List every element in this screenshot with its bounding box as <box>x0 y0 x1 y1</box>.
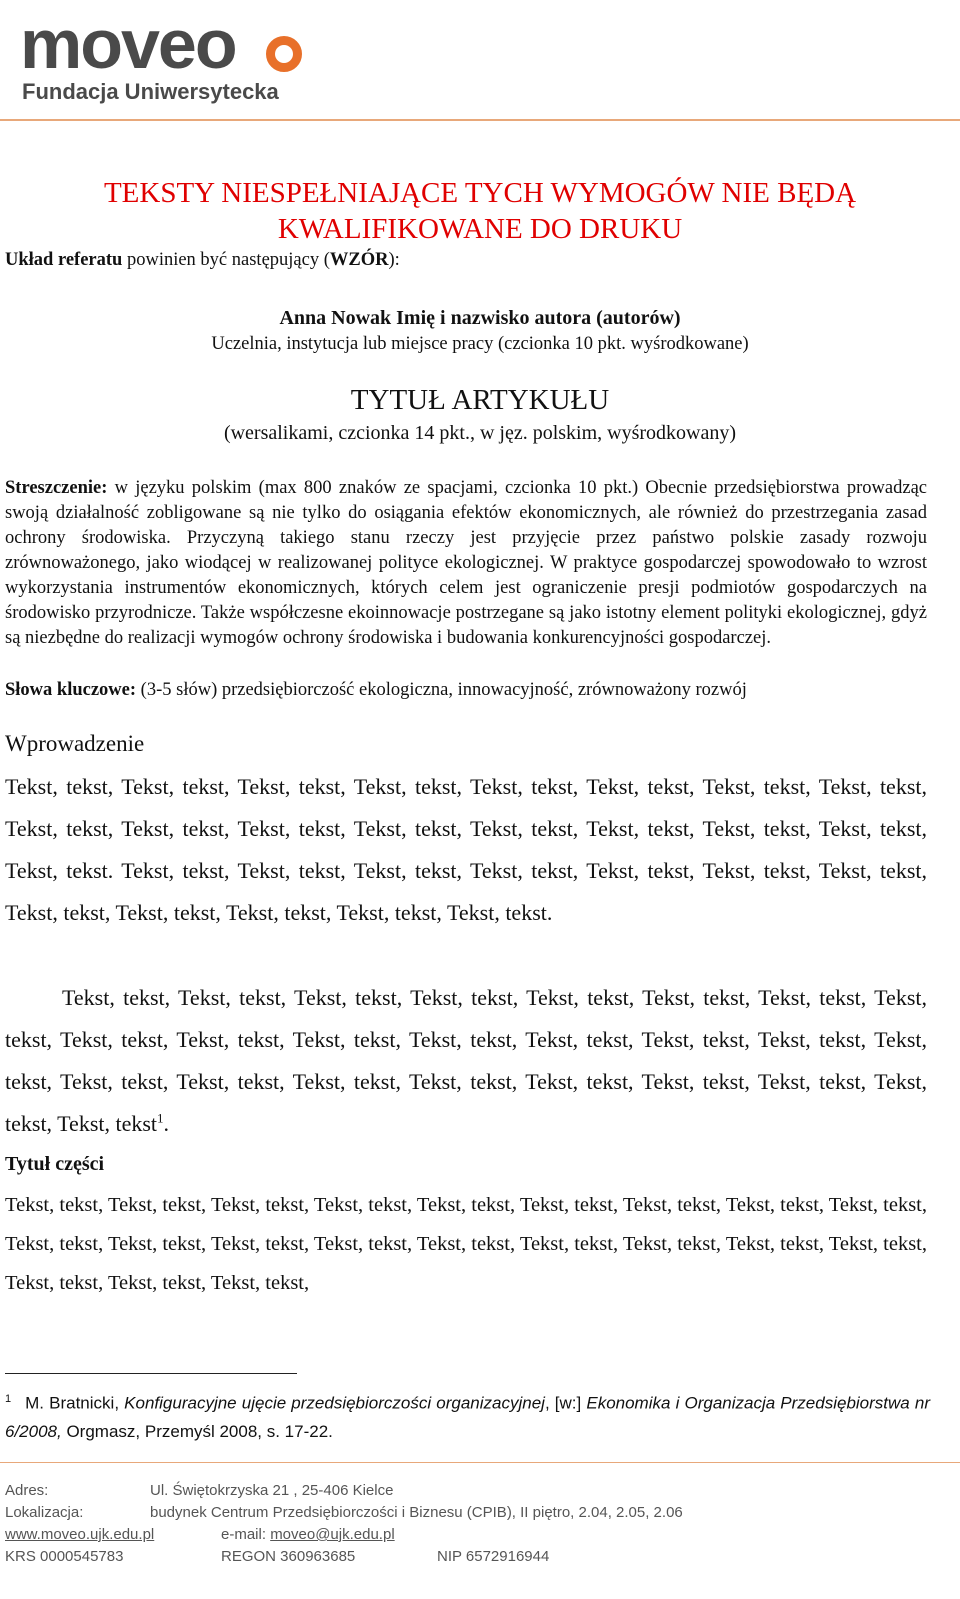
logo-accent-ring <box>266 36 302 72</box>
keywords <box>5 678 927 703</box>
intro-paragraph-1: Tekst, tekst, Tekst, tekst, Tekst, tekst, Tekst, tekst, Tekst, tekst, Tekst, tekst, Tekst, tekst, Tekst, tekst, Tekst, tekst, Tekst, tekst, Tekst, tekst, Tekst, tekst, Tekst, tekst, Tekst, tekst, Tekst, tekst, Tekst, tekst, Tekst, tekst. Tekst, tekst, Tekst, tekst, Tekst, tekst, Tekst, tekst, Tekst, tekst, Tekst, tekst, Tekst, tekst, Tekst, tekst, Tekst, tekst, Tekst, tekst, Tekst, tekst, Tekst, tekst. <box>5 774 927 925</box>
intro-bold: Układ referatu <box>5 250 123 270</box>
header-divider <box>0 119 960 121</box>
intro-paragraph-2-text: Tekst, tekst, Tekst, tekst, Tekst, tekst, Tekst, tekst, Tekst, tekst, Tekst, tekst, Tekst, tekst, Tekst, tekst, Tekst, tekst, Tekst, tekst, Tekst, tekst, Tekst, tekst, Tekst, tekst, Tekst, tekst, Tekst, tekst, Tekst, tekst, Tekst, tekst, Tekst, tekst, Tekst, tekst, Tekst, tekst, Tekst, tekst, Tekst, tekst, Tekst, tekst, Tekst, tekst, Tekst, tekst <box>5 985 927 1136</box>
footer-nip: NIP 6572916944 <box>437 1548 550 1565</box>
footnote-journal: Ekonomika i Organizacja Przedsiębiorstwa nr 6/2008, <box>5 1393 930 1441</box>
intro-paragraph-2 <box>5 977 927 1145</box>
footer-registry-row <box>5 1547 549 1567</box>
footer-location: budynek Centrum Przedsiębiorczości i Biznesu (CPIB), II piętro, 2.04, 2.05, 2.06 <box>150 1504 683 1521</box>
footer-regon: REGON 360963685 <box>221 1548 356 1565</box>
part-paragraph: Tekst, tekst, Tekst, tekst, Tekst, tekst, Tekst, tekst, Tekst, tekst, Tekst, tekst, Tekst, tekst, Tekst, tekst, Tekst, tekst, Tekst, tekst, Tekst, tekst, Tekst, tekst, Tekst, tekst, Tekst, tekst, Tekst, tekst, Tekst, tekst, Tekst, tekst, Tekst, tekst, Tekst, tekst, Tekst, tekst, Tekst, tekst, <box>5 1194 927 1294</box>
layout-intro <box>5 248 927 273</box>
footer-email-label: e-mail: <box>221 1526 267 1543</box>
keywords-label: Słowa kluczowe: <box>5 680 137 700</box>
intro-wzor: WZÓR <box>329 250 389 270</box>
footnote <box>5 1385 930 1446</box>
footnote-divider <box>5 1373 297 1374</box>
intro-text: powinien być następujący ( <box>122 250 330 270</box>
warning-heading: TEKSTY NIESPEŁNIAJĄCE TYCH WYMOGÓW NIE BĘDĄ KWALIFIKOWANE DO DRUKU <box>103 177 857 245</box>
keywords-text: (3-5 słów) przedsiębiorczość ekologiczna, innowacyjność, zrównoważony rozwój <box>136 680 747 700</box>
footnote-mark: 1 <box>5 1393 12 1405</box>
abstract-label: Streszczenie: <box>5 478 108 498</box>
footer-address-row <box>5 1481 393 1501</box>
abstract <box>5 476 927 651</box>
footnote-mid: , [w:] <box>544 1393 587 1413</box>
article-title: TYTUŁ ARTYKUŁU <box>350 384 610 416</box>
footer-contact-row <box>5 1525 395 1545</box>
author-name: Anna Nowak Imię i nazwisko autora (autorów) <box>279 307 681 329</box>
email-link[interactable]: moveo@ujk.edu.pl <box>270 1526 395 1543</box>
footnote-title: Konfiguracyjne ujęcie przedsiębiorczości organizacyjnej <box>124 1393 545 1413</box>
section-heading-intro: Wprowadzenie <box>5 731 145 756</box>
moveo-logo <box>20 5 360 114</box>
article-title-note: (wersalikami, czcionka 14 pkt., w jęz. polskim, wyśrodkowany) <box>223 422 737 444</box>
abstract-text: w języku polskim (max 800 znaków ze spacjami, czcionka 10 pkt.) Obecnie przedsiębiorstwa prowadząc swoją działalność zobligowane są nie tylko do osiągania efektów ekonomicznych, ale również do przestrzegania zasad ochrony środowiska. Przyczyną takiego stanu rzeczy jest przyjęcie przez państwo polskie zasady rozwoju zrównoważonego, jako wiodącej w realizowanej polityce ekologicznej. W praktyce gospodarczej spowodowało to wzrost wykorzystania instrumentów ekonomicznych, których celem jest ograniczenie presji podmiotów gospodarczych na środowisko przyrodnicze. Także współczesne ekoinnowacje postrzegane są jako istotny element polityki ekologicznej, gdyż są niezbędne do realizacji wymogów ochrony środowiska i budowania konkurencyjności gospodarczej. <box>5 478 927 648</box>
intro-paragraph-2-end: . <box>163 1111 170 1136</box>
intro-end: ): <box>388 250 400 270</box>
footer-address-label: Adres: <box>5 1482 49 1499</box>
footnote-author: M. Bratnicki, <box>25 1393 125 1413</box>
footnote-end: Orgmasz, Przemyśl 2008, s. 17-22. <box>61 1421 333 1441</box>
footnote-ref[interactable]: 1 <box>157 1110 164 1126</box>
logo-wordmark: moveo <box>20 5 236 83</box>
footer-address: Ul. Świętokrzyska 21 , 25-406 Kielce <box>150 1482 394 1499</box>
footer-location-label: Lokalizacja: <box>5 1504 84 1521</box>
footer-divider <box>0 1462 960 1463</box>
website-link[interactable]: www.moveo.ujk.edu.pl <box>5 1526 155 1543</box>
section-heading-part: Tytuł części <box>5 1153 105 1175</box>
author-affiliation: Uczelnia, instytucja lub miejsce pracy (czcionka 10 pkt. wyśrodkowane) <box>211 334 749 354</box>
footer-krs: KRS 0000545783 <box>5 1548 124 1565</box>
footer-location-row <box>5 1503 683 1523</box>
logo-subtitle: Fundacja Uniwersytecka <box>22 79 279 104</box>
